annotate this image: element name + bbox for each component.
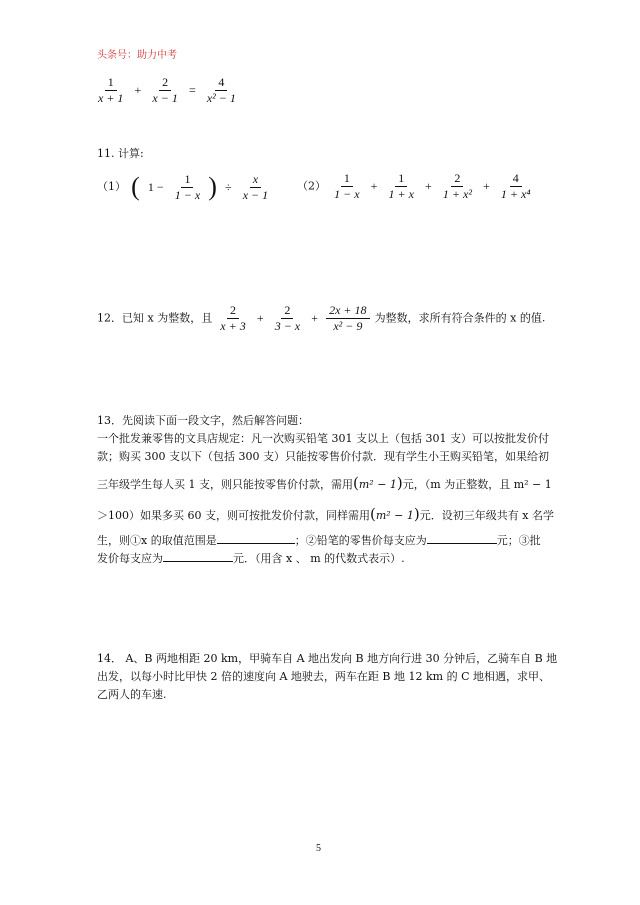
- page-number: 5: [316, 843, 321, 854]
- q13-line2: 一个批发兼零售的文具店规定：凡一次购买铅笔 301 支以上（包括 301 支）可以按批发价付: [97, 432, 549, 445]
- fraction: $\frac{2}{x - 1}$: [152, 75, 178, 105]
- q11-part2: （2） $\frac{1}{1 - x}$ + $\frac{1}{1 + x}$ + $\frac{2}{\text{1 + x²}}$ + $\frac{4}{\text{1 + x⁴}}$: [297, 172, 534, 201]
- q11-title: 11. 计算:: [97, 147, 144, 160]
- q13-line6: 生，则①x 的取值范围是 ；②铅笔的零售价每支应为 元；③批: [97, 534, 541, 547]
- fraction: $\frac{2}{3 - x}$: [274, 303, 301, 333]
- q13-line1: 13．先阅读下面一段文字，然后解答问题：: [97, 414, 309, 427]
- blank-retail-price[interactable]: [427, 533, 497, 544]
- q13-line4: 三年级学生每人买 1 支，则只能按零售价付款，需用(m² − 1)元，（m 为正整数，且 m² − 1: [97, 474, 552, 492]
- q13-line3: 款；购买 300 支以下（包括 300 支）只能按零售价付款．现有学生小王购买铅笔，如果给初: [97, 450, 549, 463]
- q13-line7: 发价每支应为 元．（用含 x 、 m 的代数式表示）.: [97, 552, 405, 565]
- q11-part1: （1） ( 1 − $\frac{1}{1 - x}$ ) ÷ $\frac{x}{x - 1}$: [97, 172, 271, 202]
- q13-line5: ＞100）如果多买 60 支，则可按批发价付款，同样需用(m² − 1)元．设初三年级共有 x 名学: [97, 505, 554, 523]
- fraction: $\frac{1}{1 - x}$: [174, 171, 201, 202]
- header-label: 头条号：助力中考: [97, 50, 177, 61]
- fraction: $\frac{2}{x + 3}$: [220, 303, 246, 333]
- fraction: $\frac{1}{1 + x}$: [388, 171, 414, 201]
- q12: 12．已知 x 为整数，且 $\frac{2}{x + 3}$ + $\frac{2}{3 - x}$ + $\frac{2x + 18}{\text{x² − 9}}$ 为整数，求所有符合条件的 x 的值.: [97, 303, 546, 333]
- top-equation: $\frac{1}{x + 1}$ + $\frac{2}{x - 1}$ = $\frac{4}{\text{x² − 1}}$: [95, 76, 239, 105]
- q14-line2: 出发，以每小时比甲快 2 倍的速度向 A 地驶去，两车在距 B 地 12 km 的 C 地相遇，求甲、: [97, 670, 550, 683]
- fraction: $\frac{1}{1 - x}$: [334, 171, 360, 201]
- blank-x-range[interactable]: [217, 533, 295, 544]
- q14-line1: 14． A、B 两地相距 20 km，甲骑车自 A 地出发向 B 地方向行进 30 分钟后，乙骑车自 B 地: [97, 652, 558, 665]
- fraction: $\frac{4}{\text{1 + x⁴}}$: [500, 171, 531, 201]
- fraction: $\frac{2x + 18}{\text{x² − 9}}$: [326, 304, 369, 333]
- blank-wholesale-price[interactable]: [163, 551, 233, 562]
- fraction: $\frac{2}{\text{1 + x²}}$: [442, 171, 472, 201]
- q14-line3: 乙两人的车速.: [97, 688, 167, 701]
- fraction: $\frac{x}{x - 1}$: [242, 171, 269, 202]
- fraction: $\frac{4}{\text{x² − 1}}$: [206, 75, 236, 105]
- fraction: $\frac{1}{x + 1}$: [98, 75, 124, 105]
